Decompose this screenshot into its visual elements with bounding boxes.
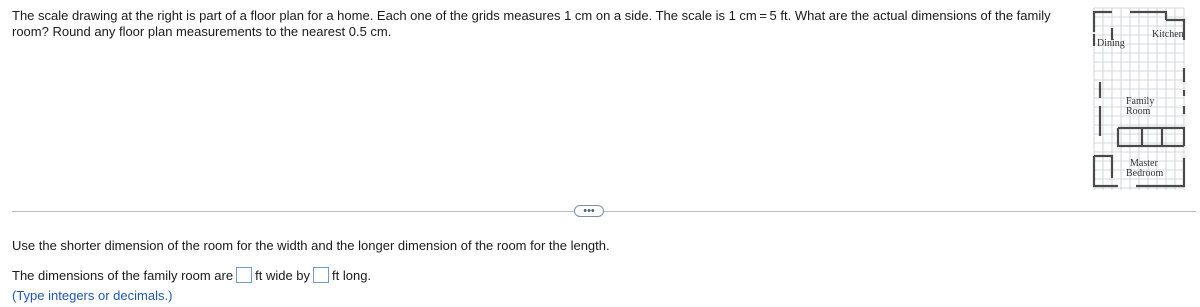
input-hint: (Type integers or decimals.) bbox=[12, 288, 173, 303]
instruction-text: Use the shorter dimension of the room for the width and the longer dimension of the room for the length. bbox=[12, 238, 610, 253]
ellipsis-icon: ••• bbox=[583, 205, 595, 217]
dining-label: Dining bbox=[1097, 38, 1125, 49]
answer-prefix: The dimensions of the family room are bbox=[12, 267, 234, 283]
floor-plan-figure bbox=[1092, 6, 1186, 192]
master-bedroom-label-line1: Master bbox=[1130, 158, 1158, 169]
width-answer-input[interactable] bbox=[236, 267, 252, 283]
question-text: The scale drawing at the right is part of a floor plan for a home. Each one of the grids measures 1 cm on a side. The scale is 1 cm = 5 ft. What are the actual dimensions of the family room? Round any floor plan measurements to the nearest 0.5 cm. bbox=[12, 8, 1051, 39]
family-room-label-line2: Room bbox=[1126, 106, 1151, 117]
section-divider bbox=[12, 211, 1196, 212]
length-answer-input[interactable] bbox=[313, 267, 329, 283]
expand-more-button[interactable] bbox=[574, 205, 604, 217]
family-room-label-line1: Family bbox=[1126, 96, 1155, 107]
kitchen-label: Kitchen bbox=[1152, 29, 1184, 40]
floor-plan-drawing bbox=[1092, 6, 1186, 192]
answer-middle: ft wide by bbox=[255, 267, 311, 283]
master-bedroom-label-line2: Bedroom bbox=[1126, 168, 1164, 179]
answer-suffix: ft long. bbox=[332, 267, 372, 283]
answer-line bbox=[12, 267, 371, 283]
